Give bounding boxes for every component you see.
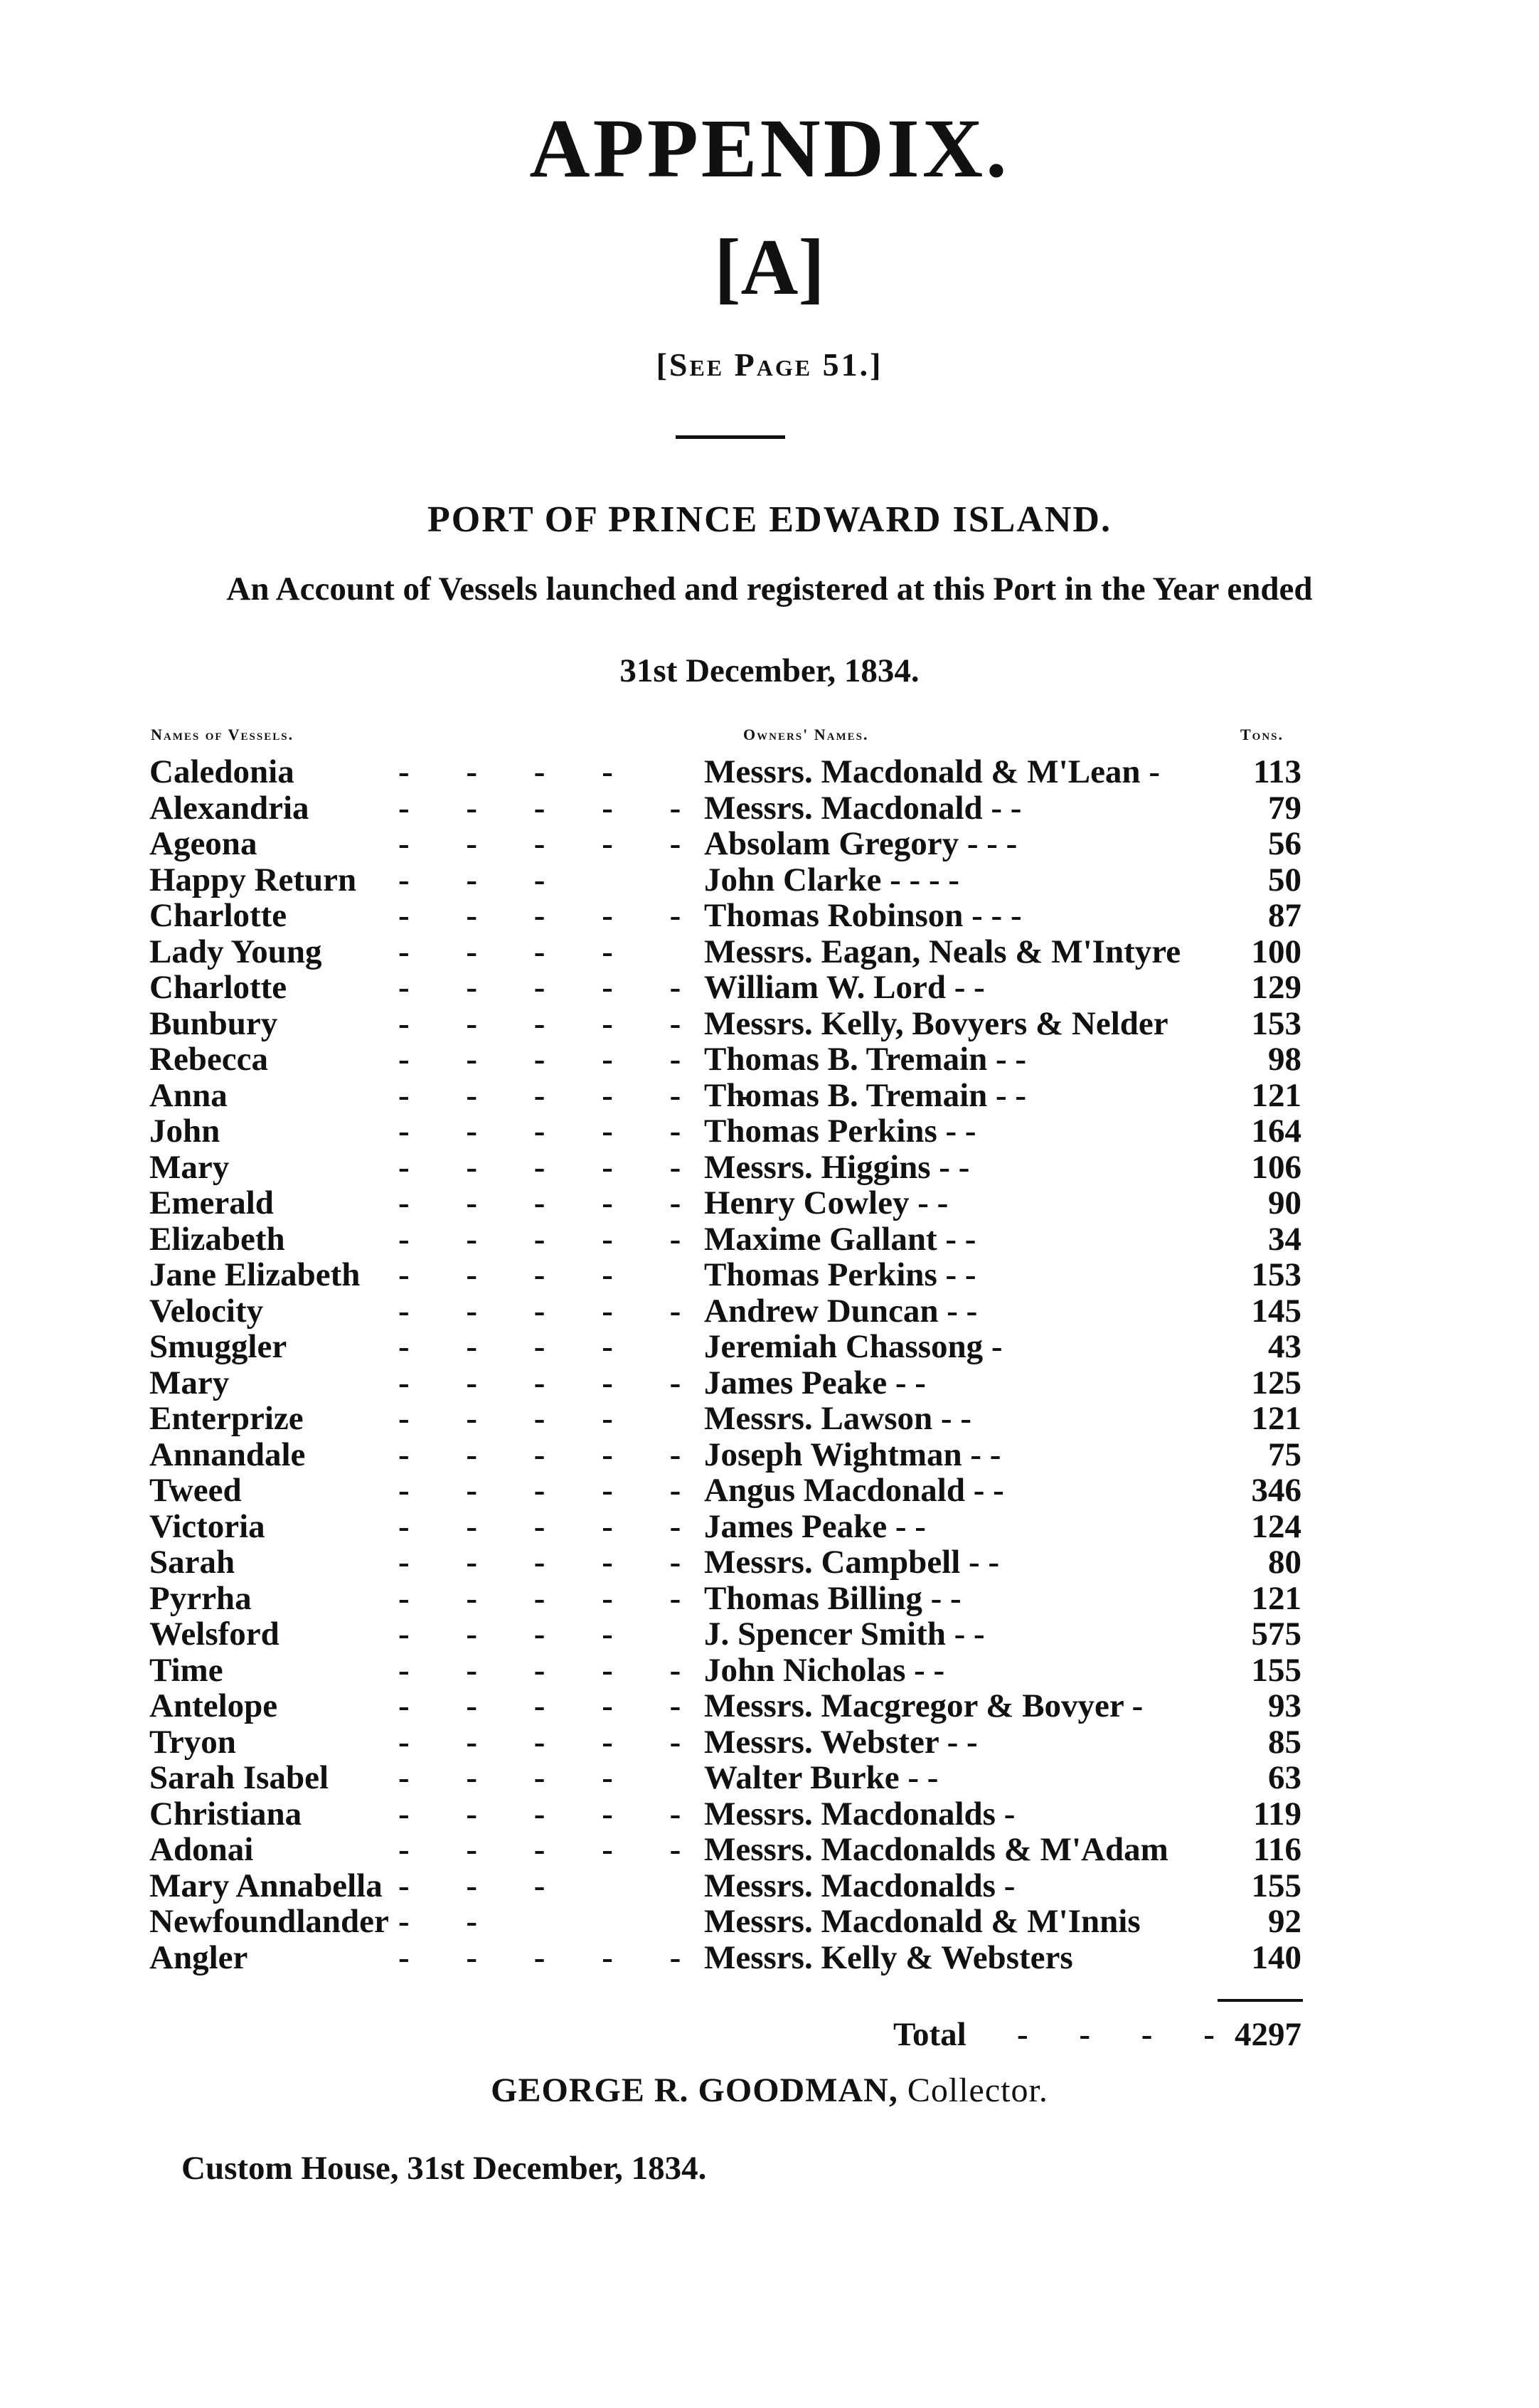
vessel-leader: - - - - - [398, 1723, 705, 1761]
tonnage: 153 [1251, 1256, 1301, 1293]
vessel-leader: - - - - - [398, 825, 705, 862]
vessel-leader: - - - - - [398, 1472, 705, 1509]
table-row [0, 1078, 1539, 1114]
owner-name: Henry Cowley - - [704, 1184, 949, 1221]
table-row [0, 1329, 1539, 1365]
vessel-name: Rebecca [149, 1041, 269, 1078]
table-row [0, 970, 1539, 1006]
vessel-name: Jane Elizabeth [149, 1256, 361, 1293]
tonnage: 116 [1253, 1831, 1301, 1868]
see-page-reference: [See Page 51.] [656, 346, 883, 383]
owner-name: Messrs. Webster - - [704, 1723, 978, 1761]
vessel-name: John [149, 1113, 220, 1150]
tonnage: 119 [1253, 1795, 1301, 1832]
vessel-name: Tweed [149, 1472, 242, 1509]
tonnage: 155 [1251, 1651, 1301, 1689]
table-row [0, 1581, 1539, 1617]
vessel-name: Christiana [149, 1795, 302, 1832]
owner-name: Maxime Gallant - - [704, 1220, 976, 1258]
table-row [0, 1544, 1539, 1581]
vessel-leader: - - - - - [398, 1364, 705, 1401]
divider-rule [676, 435, 785, 439]
table-row [0, 1006, 1539, 1042]
tonnage: 75 [1268, 1436, 1301, 1473]
owner-name: John Nicholas - - [704, 1651, 945, 1689]
vessel-leader: - - - - [398, 1400, 637, 1437]
vessel-leader: - - - - - [398, 969, 705, 1006]
total-leader: - - - - [1017, 2016, 1236, 2053]
tonnage: 98 [1268, 1041, 1301, 1078]
tonnage: 87 [1268, 897, 1301, 934]
vessel-leader: - - - - - [398, 1544, 705, 1581]
vessel-name: Tryon [149, 1723, 236, 1761]
tonnage: 124 [1251, 1507, 1301, 1545]
column-header-vessels: Names of Vessels. [151, 726, 294, 743]
tonnage: 153 [1251, 1004, 1301, 1042]
owner-name: William W. Lord - - [704, 969, 985, 1006]
tonnage: 129 [1251, 969, 1301, 1006]
owner-name: Thomas Perkins - - [704, 1113, 976, 1150]
tonnage: 79 [1268, 789, 1301, 827]
table-row [0, 934, 1539, 970]
table-row [0, 1688, 1539, 1724]
total-row [0, 2013, 1539, 2056]
vessel-name: Emerald [149, 1184, 274, 1221]
vessel-name: Caledonia [149, 753, 294, 790]
tonnage: 50 [1268, 861, 1301, 898]
tonnage: 121 [1251, 1579, 1301, 1617]
vessel-leader: - - - - - [398, 1292, 705, 1330]
vessel-leader: - - - - - [398, 1795, 705, 1832]
vessel-name: Mary Annabella [149, 1867, 383, 1904]
tonnage: 106 [1251, 1148, 1301, 1186]
table-row [0, 1257, 1539, 1293]
vessel-name: Welsford [149, 1616, 279, 1653]
vessel-leader: - - - - - [398, 1113, 705, 1150]
table-row [0, 1940, 1539, 1976]
vessel-leader: - - - - - [398, 1436, 705, 1473]
owner-name: Messrs. Campbell - - [704, 1544, 1000, 1581]
owner-name: Walter Burke - - [704, 1759, 939, 1796]
owner-name: Absolam Gregory - - - [704, 825, 1018, 862]
owner-name: J. Spencer Smith - - [704, 1616, 985, 1653]
tonnage: 164 [1251, 1113, 1301, 1150]
custom-house-line: Custom House, 31st December, 1834. [181, 2150, 707, 2187]
vessel-name: Mary [149, 1364, 230, 1401]
vessel-leader: - - - - - [398, 1687, 705, 1724]
table-row [0, 790, 1539, 827]
owner-name: Messrs. Macdonald - - [704, 789, 1022, 827]
vessel-name: Mary [149, 1148, 230, 1186]
vessel-name: Sarah [149, 1544, 235, 1581]
vessel-name: Bunbury [149, 1004, 278, 1042]
owner-name: Joseph Wightman - - [704, 1436, 1001, 1473]
owner-name: Messrs. Macdonald & M'Innis [704, 1903, 1141, 1940]
vessel-leader: - - - - - [398, 1220, 705, 1258]
vessel-leader: - - - - - [398, 789, 705, 827]
table-row [0, 1796, 1539, 1832]
owner-name: Thomas Perkins - - [704, 1256, 976, 1293]
account-description: An Account of Vessels launched and registered at this Port in the Year ended [226, 571, 1313, 608]
owner-name: Thomas Billing - - [704, 1579, 962, 1617]
page-title: APPENDIX. [529, 102, 1010, 195]
total-label: Total [893, 2016, 966, 2053]
tonnage: 113 [1253, 753, 1301, 790]
table-row [0, 1868, 1539, 1904]
vessel-name: Enterprize [149, 1400, 304, 1437]
table-row [0, 826, 1539, 862]
vessel-leader: - - - - - - [398, 1076, 773, 1114]
owner-name: Messrs. Macdonalds - [704, 1795, 1016, 1832]
owner-name: Messrs. Eagan, Neals & M'Intyre [704, 933, 1181, 970]
vessel-name: Annandale [149, 1436, 306, 1473]
vessel-name: Alexandria [149, 789, 309, 827]
total-rule [1218, 1999, 1303, 2002]
vessel-leader: - - - - [398, 1759, 637, 1796]
owner-name: Messrs. Macdonalds & M'Adam [704, 1831, 1168, 1868]
vessel-leader: - - - - - - [398, 1148, 773, 1186]
owner-name: Jeremiah Chassong - [704, 1328, 1003, 1365]
owner-name: John Clarke - - - - [704, 861, 959, 898]
table-row [0, 1437, 1539, 1473]
vessel-table [0, 754, 1539, 1975]
tonnage: 93 [1268, 1687, 1301, 1724]
account-date: 31st December, 1834. [619, 652, 920, 689]
table-row [0, 1401, 1539, 1437]
column-header-owners: Owners' Names. [743, 726, 869, 743]
owner-name: Andrew Duncan - - [704, 1292, 978, 1330]
vessel-leader: - - - - [398, 933, 637, 970]
owner-name: James Peake - - [704, 1507, 926, 1545]
vessel-leader: - - - - [398, 1616, 637, 1653]
vessel-leader: - - - - [398, 753, 637, 790]
owner-name: Messrs. Kelly, Bovyers & Nelder [704, 1004, 1168, 1042]
table-row [0, 1760, 1539, 1796]
vessel-leader: - - - - - [398, 1507, 705, 1545]
vessel-name: Velocity [149, 1292, 264, 1330]
owner-name: Messrs. Macdonald & M'Lean - [704, 753, 1160, 790]
vessel-name: Anna [149, 1076, 228, 1114]
vessel-name: Happy Return [149, 861, 357, 898]
vessel-leader: - - - - - [398, 1938, 705, 1976]
vessel-leader: - - - - - [398, 1651, 705, 1689]
owner-name: James Peake - - [704, 1364, 926, 1401]
table-row [0, 1724, 1539, 1761]
table-row [0, 898, 1539, 934]
vessel-leader: - - - - - [398, 1184, 705, 1221]
vessel-name: Charlotte [149, 897, 287, 934]
vessel-name: Adonai [149, 1831, 254, 1868]
table-row [0, 1113, 1539, 1150]
tonnage: 63 [1268, 1759, 1301, 1796]
owner-name: Thomas B. Tremain - - [704, 1041, 1027, 1078]
tonnage: 56 [1268, 825, 1301, 862]
vessel-leader: - - [398, 1903, 502, 1940]
vessel-name: Antelope [149, 1687, 278, 1724]
vessel-leader: - - - - [398, 1256, 637, 1293]
vessel-name: Lady Young [149, 933, 322, 970]
vessel-name: Smuggler [149, 1328, 287, 1365]
table-row [0, 1832, 1539, 1868]
tonnage: 85 [1268, 1723, 1301, 1761]
table-row [0, 1185, 1539, 1221]
vessel-leader: - - - - - [398, 1579, 705, 1617]
owner-name: Messrs. Lawson - - [704, 1400, 971, 1437]
vessel-name: Ageona [149, 825, 257, 862]
total-value: 4297 [1235, 2016, 1301, 2053]
tonnage: 121 [1251, 1400, 1301, 1437]
table-row [0, 1653, 1539, 1689]
vessel-name: Charlotte [149, 969, 287, 1006]
tonnage: 346 [1251, 1472, 1301, 1509]
vessel-leader: - - - [398, 1867, 570, 1904]
vessel-name: Angler [149, 1938, 248, 1976]
tonnage: 90 [1268, 1184, 1301, 1221]
tonnage: 125 [1251, 1364, 1301, 1401]
port-heading: PORT OF PRINCE EDWARD ISLAND. [427, 499, 1112, 540]
tonnage: 100 [1251, 933, 1301, 970]
vessel-name: Elizabeth [149, 1220, 285, 1258]
vessel-name: Newfoundlander [149, 1903, 389, 1940]
column-header-tons: Tons. [1240, 726, 1284, 743]
table-row [0, 1616, 1539, 1653]
tonnage: 140 [1251, 1938, 1301, 1976]
table-row [0, 1365, 1539, 1401]
vessel-leader: - - - - - [398, 897, 705, 934]
table-row [0, 1150, 1539, 1186]
table-row [0, 1293, 1539, 1330]
vessel-leader: - - - - - [398, 1004, 705, 1042]
tonnage: 43 [1268, 1328, 1301, 1365]
owner-name: Thomas Robinson - - - [704, 897, 1022, 934]
tonnage: 155 [1251, 1867, 1301, 1904]
owner-name: Messrs. Macgregor & Bovyer - [704, 1687, 1144, 1724]
tonnage: 92 [1268, 1903, 1301, 1940]
table-row [0, 1509, 1539, 1545]
tonnage: 34 [1268, 1220, 1301, 1258]
vessel-leader: - - - [398, 861, 570, 898]
owner-name: Messrs. Kelly & Websters [704, 1938, 1073, 1976]
vessel-name: Victoria [149, 1507, 265, 1545]
collector-name: GEORGE R. GOODMAN, [491, 2072, 898, 2109]
vessel-leader: - - - - - [398, 1831, 705, 1868]
vessel-name: Pyrrha [149, 1579, 252, 1617]
tonnage: 145 [1251, 1292, 1301, 1330]
owner-name: Messrs. Macdonalds - [704, 1867, 1016, 1904]
tonnage: 121 [1251, 1076, 1301, 1114]
appendix-letter: [A] [714, 223, 825, 312]
vessel-name: Time [149, 1651, 223, 1689]
vessel-leader: - - - - [398, 1328, 637, 1365]
table-row [0, 862, 1539, 898]
owner-name: Angus Macdonald - - [704, 1472, 1004, 1509]
table-row [0, 754, 1539, 790]
table-row [0, 1904, 1539, 1940]
signature [0, 2074, 1539, 2108]
tonnage: 575 [1251, 1616, 1301, 1653]
owner-name: Messrs. Higgins - - [704, 1148, 970, 1186]
owner-name: Thomas B. Tremain - - [704, 1076, 1027, 1114]
table-row [0, 1041, 1539, 1078]
collector-title: Collector. [907, 2072, 1048, 2109]
tonnage: 80 [1268, 1544, 1301, 1581]
table-row [0, 1473, 1539, 1509]
vessel-leader: - - - - - [398, 1041, 705, 1078]
vessel-name: Sarah Isabel [149, 1759, 329, 1796]
table-row [0, 1221, 1539, 1258]
